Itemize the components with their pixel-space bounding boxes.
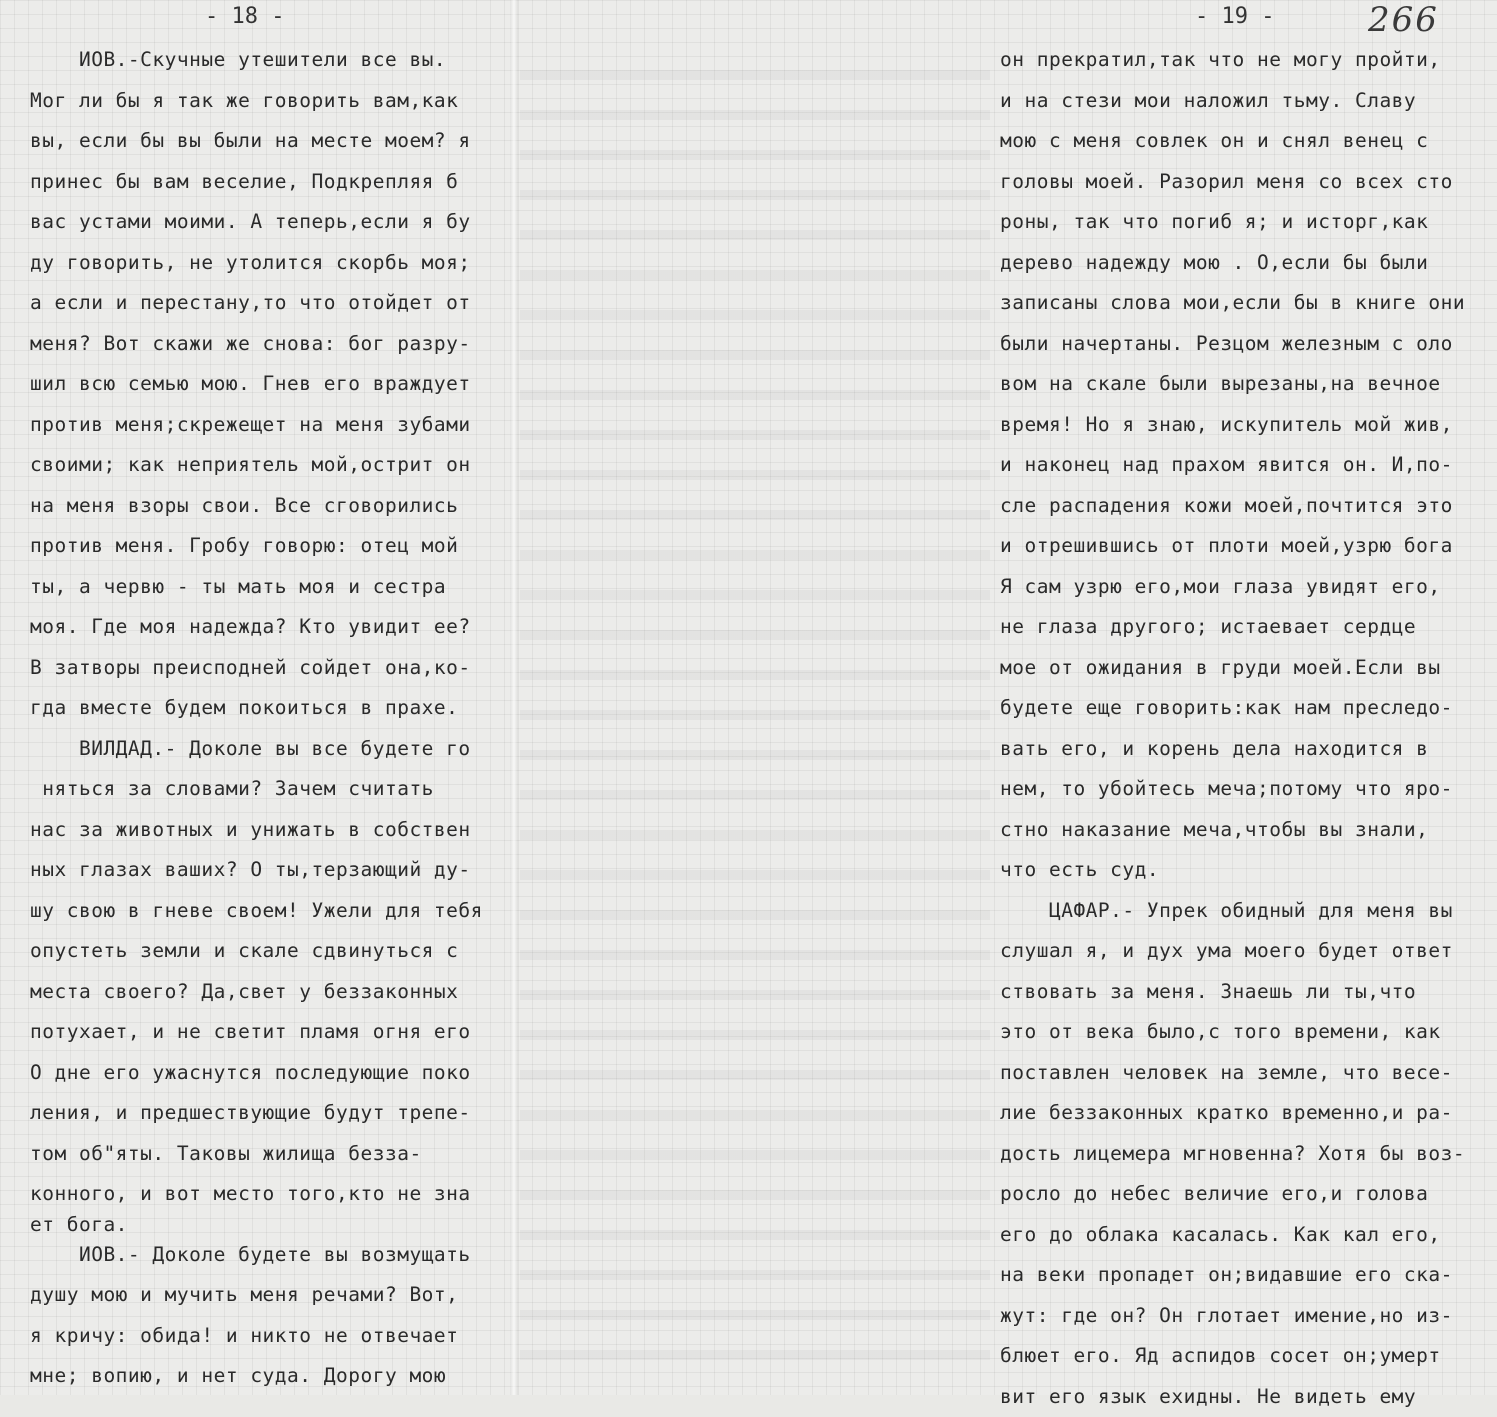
text-line: не глаза другого; истаевает сердце [1000,607,1492,648]
text-line: ления, и предшествующие будут трепе- [30,1093,510,1134]
text-line: он прекратил,так что не могу пройти, [1000,40,1492,81]
text-line: потухает, и не светит пламя огня его [30,1012,510,1053]
text-line: вом на скале были вырезаны,на вечное [1000,364,1492,405]
text-line: нем, то убойтесь меча;потому что яро- [1000,769,1492,810]
text-line: меня? Вот скажи же снова: бог разру- [30,324,510,365]
text-line: на меня взоры свои. Все сговорились [30,486,510,527]
text-line: ет бога. [30,1215,510,1235]
text-line: росло до небес величие его,и голова [1000,1174,1492,1215]
text-line: своими; как неприятель мой,острит он [30,445,510,486]
text-line: на веки пропадет он;видавшие его ска- [1000,1255,1492,1296]
text-line: мне; вопию, и нет суда. Дорогу мою [30,1356,510,1397]
text-line: стно наказание меча,чтобы вы знали, [1000,810,1492,851]
text-line: а если и перестану,то что отойдет от [30,283,510,324]
text-line: вас устами моими. А теперь,если я бу [30,202,510,243]
text-line: опустеть земли и скале сдвинуться с [30,931,510,972]
text-line: душу мою и мучить меня речами? Вот, [30,1275,510,1316]
text-line: шил всю семью мою. Гнев его враждует [30,364,510,405]
page-fold [510,0,518,1395]
text-line: его до облака касалась. Как кал его, [1000,1215,1492,1256]
handwritten-folio-number: 266 [1368,0,1439,40]
text-line: вит его язык ехидны. Не видеть ему [1000,1377,1492,1417]
text-line: против меня;скрежещет на меня зубами [30,405,510,446]
left-page-number: - 18 - [205,4,284,29]
text-line: мою с меня совлек он и снял венец с [1000,121,1492,162]
text-line: дость лицемера мгновенна? Хотя бы воз- [1000,1134,1492,1175]
text-line: блюет его. Яд аспидов сосет он;умерт [1000,1336,1492,1377]
right-page-number: - 19 - [1195,4,1274,29]
text-line: ты, а червю - ты мать моя и сестра [30,567,510,608]
text-line: и отрешившись от плоти моей,узрю бога [1000,526,1492,567]
text-line: ИОВ.-Скучные утешители все вы. [30,40,510,81]
text-line: жут: где он? Он глотает имение,но из- [1000,1296,1492,1337]
text-line: вать его, и корень дела находится в [1000,729,1492,770]
text-line: слушал я, и дух ума моего будет ответ [1000,931,1492,972]
text-line: лие беззаконных кратко временно,и ра- [1000,1093,1492,1134]
left-page-text [30,40,510,1397]
text-line: дерево надежду мою . О,если бы были [1000,243,1492,284]
text-line: места своего? Да,свет у беззаконных [30,972,510,1013]
text-line: ИОВ.- Доколе будете вы возмущать [30,1235,510,1276]
text-line: нас за животных и унижать в собствен [30,810,510,851]
text-line: ствовать за меня. Знаешь ли ты,что [1000,972,1492,1013]
text-line: принес бы вам веселие, Подкрепляя б [30,162,510,203]
text-line: В затворы преисподней сойдет она,ко- [30,648,510,689]
text-line: мое от ожидания в груди моей.Если вы [1000,648,1492,689]
text-line: против меня. Гробу говорю: отец мой [30,526,510,567]
text-line: и на стези мои наложил тьму. Славу [1000,81,1492,122]
text-line: сле распадения кожи моей,почтится это [1000,486,1492,527]
bleed-through-area [520,40,990,1380]
text-line: ных глазах ваших? О ты,терзающий ду- [30,850,510,891]
text-line: моя. Где моя надежда? Кто увидит ее? [30,607,510,648]
text-line: ЦАФАР.- Упрек обидный для меня вы [1000,891,1492,932]
text-line: ВИЛДАД.- Доколе вы все будете го [30,729,510,770]
text-line: няться за словами? Зачем считать [30,769,510,810]
text-line: гда вместе будем покоиться в прахе. [30,688,510,729]
text-line: это от века было,с того времени, как [1000,1012,1492,1053]
right-page-text [1000,40,1492,1417]
text-line: я кричу: обида! и никто не отвечает [30,1316,510,1357]
text-line: вы, если бы вы были на месте моем? я [30,121,510,162]
text-line: будете еще говорить:как нам преследо- [1000,688,1492,729]
text-line: поставлен человек на земле, что весе- [1000,1053,1492,1094]
text-line: и наконец над прахом явится он. И,по- [1000,445,1492,486]
text-line: ду говорить, не утолится скорбь моя; [30,243,510,284]
text-line: роны, так что погиб я; и исторг,как [1000,202,1492,243]
text-line: Мог ли бы я так же говорить вам,как [30,81,510,122]
text-line: том об"яты. Таковы жилища безза- [30,1134,510,1175]
text-line: конного, и вот место того,кто не зна [30,1174,510,1215]
text-line: шу свою в гневе своем! Ужели для тебя [30,891,510,932]
text-line: О дне его ужаснутся последующие поко [30,1053,510,1094]
text-line: Я сам узрю его,мои глаза увидят его, [1000,567,1492,608]
text-line: были начертаны. Резцом железным с оло [1000,324,1492,365]
text-line: записаны слова мои,если бы в книге они [1000,283,1492,324]
text-line: головы моей. Разорил меня со всех сто [1000,162,1492,203]
text-line: что есть суд. [1000,850,1492,891]
text-line: время! Но я знаю, искупитель мой жив, [1000,405,1492,446]
